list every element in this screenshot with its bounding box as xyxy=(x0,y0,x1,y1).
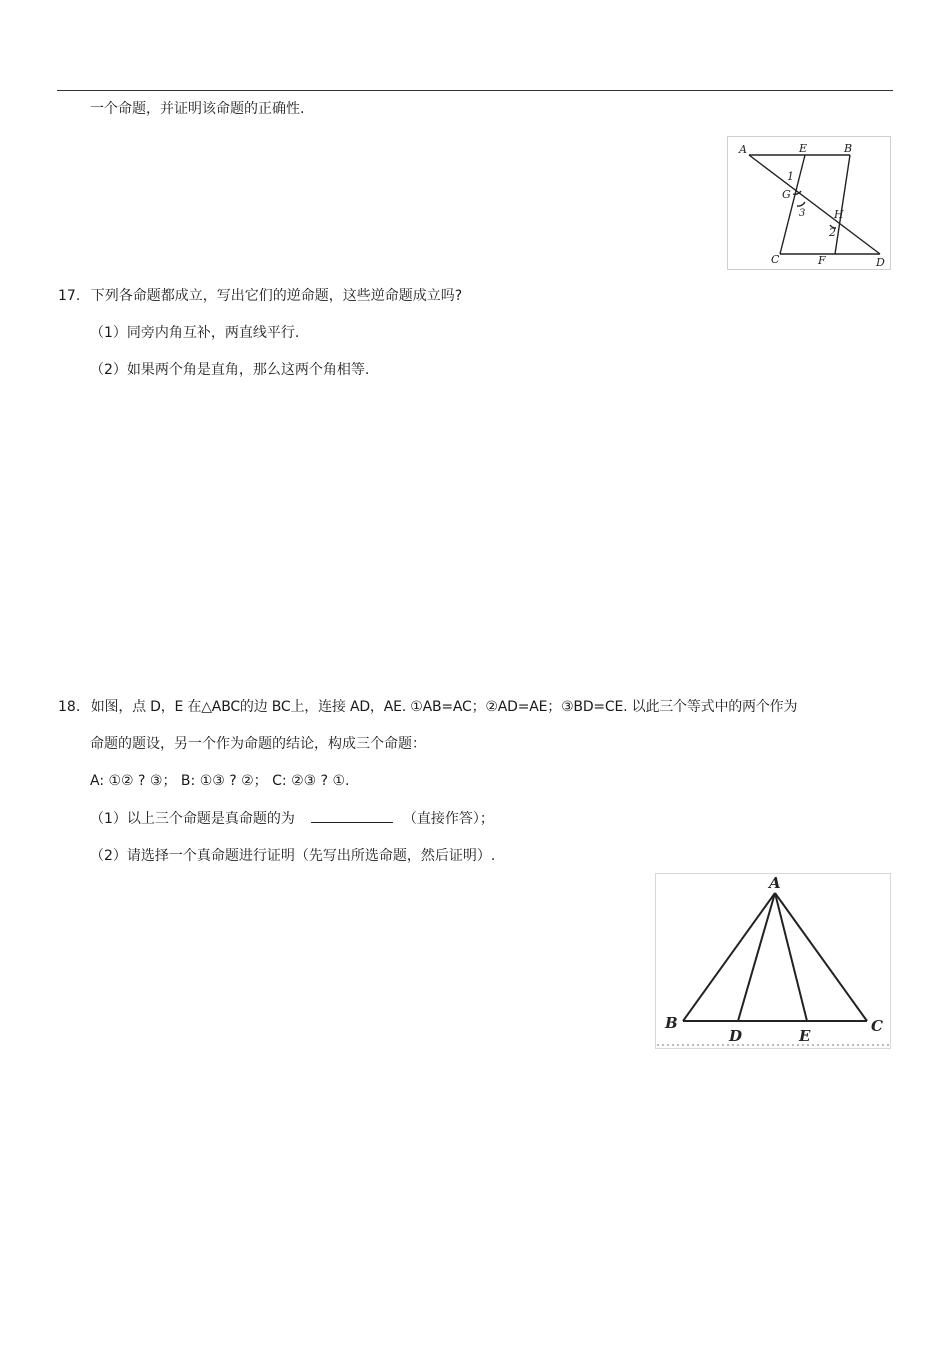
label-D: D xyxy=(729,1027,743,1045)
continuation-text: 一个命题，并证明该命题的正确性. xyxy=(90,101,305,117)
side-AC xyxy=(775,893,867,1021)
q17-number: 17. xyxy=(58,288,81,304)
q17-stem-text: 下列各命题都成立，写出它们的逆命题，这些逆命题成立吗? xyxy=(90,288,463,304)
label-G: G xyxy=(782,188,791,201)
label-A: A xyxy=(739,143,747,156)
angle-arc-3 xyxy=(797,202,805,206)
q18-number: 18. xyxy=(58,699,81,715)
q18-part1 xyxy=(90,810,494,828)
q17-part2: （2）如果两个角是直角，那么这两个角相等. xyxy=(90,362,370,378)
label-angle-2: 2 xyxy=(829,226,836,239)
q18-part1-text: （1）以上三个命题是真命题的为 xyxy=(90,811,295,827)
segment-AE xyxy=(775,893,807,1021)
label-C: C xyxy=(871,1017,883,1035)
label-D: D xyxy=(876,256,885,269)
answer-blank[interactable] xyxy=(311,810,393,823)
segment-AD xyxy=(738,893,775,1021)
figure-triangle-svg xyxy=(655,873,891,1049)
label-E: E xyxy=(799,142,808,155)
q18-part1-suffix: （直接作答）； xyxy=(402,811,494,827)
q18-stem-line2: 命题的题设，另一个作为命题的结论，构成三个命题： xyxy=(90,736,426,752)
figure-triangle xyxy=(655,873,891,1049)
label-E: E xyxy=(799,1027,811,1045)
side-AB xyxy=(683,893,775,1021)
line-BF xyxy=(835,155,850,254)
q17-stem xyxy=(58,287,462,305)
label-C: C xyxy=(771,253,780,266)
label-H: H xyxy=(834,208,844,221)
label-B: B xyxy=(844,142,853,155)
q17-part1: （1）同旁内角互补，两直线平行. xyxy=(90,325,300,341)
q18-stem-line1: 如图，点 D，E 在△ABC的边 BC上，连接 AD，AE. ①AB=AC；②AD=AE；③BD=CE. 以此三个等式中的两个作为 xyxy=(90,699,798,715)
label-angle-1: 1 xyxy=(787,170,794,183)
q18-propositions: A: ①② ? ③； B: ①③ ? ②； C: ②③ ? ①. xyxy=(90,773,350,789)
figure-parallelogram-svg xyxy=(727,136,891,270)
label-angle-3: 3 xyxy=(799,208,806,219)
line-AD xyxy=(749,155,880,254)
label-B: B xyxy=(665,1014,678,1032)
q18-stem xyxy=(58,698,797,716)
label-A: A xyxy=(769,874,781,892)
figure-parallelogram xyxy=(727,136,891,270)
header-rule xyxy=(57,90,893,91)
label-F: F xyxy=(818,254,826,267)
q18-part2: （2）请选择一个真命题进行证明（先写出所选命题，然后证明）. xyxy=(90,848,496,864)
